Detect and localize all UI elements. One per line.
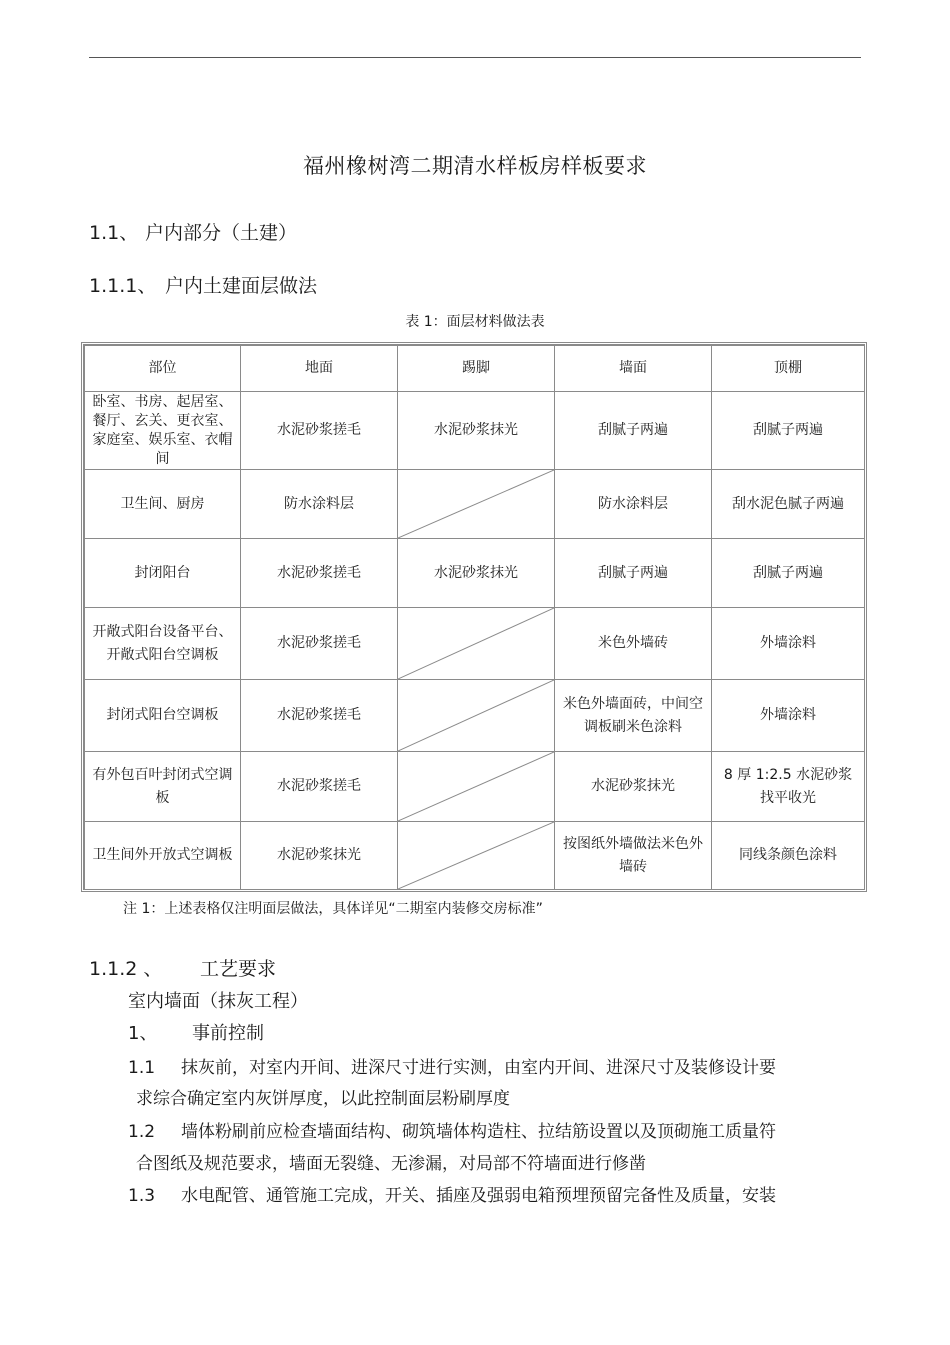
- table-caption: 表 1：面层材料做法表: [405, 314, 545, 330]
- section-text: 户内部分（土建）: [145, 222, 298, 244]
- subheading: 室内墙面（抹灰工程）: [128, 991, 308, 1012]
- empty-diagonal-cell: [398, 822, 555, 890]
- header-cell: 墙面: [555, 346, 712, 392]
- table-cell: 刮腻子两遍: [712, 392, 865, 470]
- table-cell: 水泥砂浆抹光: [398, 539, 555, 608]
- table-row: [85, 392, 865, 470]
- header-cell: 部位: [85, 346, 241, 392]
- table-cell: 刮腻子两遍: [712, 539, 865, 608]
- table-cell: 防水涂料层: [555, 470, 712, 539]
- table-header-row: [85, 346, 865, 392]
- table-cell: 卫生间外开放式空调板: [85, 822, 241, 890]
- empty-diagonal-cell: [398, 608, 555, 680]
- table-row: [85, 539, 865, 608]
- table-cell: 按图纸外墙做法米色外墙砖: [555, 822, 712, 890]
- header-cell: 顶棚: [712, 346, 865, 392]
- section-heading-1-1: [89, 218, 297, 245]
- empty-diagonal-cell: [398, 752, 555, 822]
- item-heading: [128, 1019, 264, 1045]
- empty-diagonal-cell: [398, 680, 555, 752]
- table-row: [85, 680, 865, 752]
- header-cell: 踢脚: [398, 346, 555, 392]
- table-cell: 水泥砂浆抹光: [555, 752, 712, 822]
- section-text: 工艺要求: [200, 958, 277, 980]
- table-cell: 水泥砂浆抹光: [398, 392, 555, 470]
- table-cell: 有外包百叶封闭式空调板: [85, 752, 241, 822]
- clause-line-continued: 求综合确定室内灰饼厚度，以此控制面层粉刷厚度: [136, 1089, 510, 1109]
- table-cell: 封闭式阳台空调板: [85, 680, 241, 752]
- table-row: [85, 752, 865, 822]
- clause-1-2: [128, 1117, 776, 1142]
- table-cell: 防水涂料层: [241, 470, 398, 539]
- table-cell: 开敞式阳台设备平台、开敞式阳台空调板: [85, 608, 241, 680]
- clause-line: 水电配管、通管施工完成，开关、插座及强弱电箱预埋预留完备性及质量，安装: [181, 1186, 776, 1206]
- table-cell: 封闭阳台: [85, 539, 241, 608]
- section-text: 户内土建面层做法: [165, 275, 318, 297]
- clause-number: 1.3: [128, 1186, 156, 1206]
- empty-diagonal-cell: [398, 470, 555, 539]
- item-number: 1、: [128, 1023, 158, 1044]
- table-note: 注 1：上述表格仅注明面层做法，具体详见“二期室内装修交房标准”: [123, 901, 543, 917]
- table-cell: 外墙涂料: [712, 608, 865, 680]
- clause-number: 1.2: [128, 1122, 156, 1142]
- table-cell: 刮水泥色腻子两遍: [712, 470, 865, 539]
- clause-line: 墙体粉刷前应检查墙面结构、砌筑墙体构造柱、拉结筋设置以及顶砌施工质量符: [181, 1122, 776, 1142]
- table-cell: 水泥砂浆搓毛: [241, 392, 398, 470]
- section-number: 1.1.1、: [89, 275, 157, 297]
- materials-table: [81, 342, 867, 892]
- clause-1-3: [128, 1181, 776, 1206]
- clause-line-continued: 合图纸及规范要求，墙面无裂缝、无渗漏，对局部不符墙面进行修凿: [136, 1154, 646, 1174]
- table-cell: 水泥砂浆搓毛: [241, 608, 398, 680]
- document-title: 福州橡树湾二期清水样板房样板要求: [303, 154, 647, 178]
- clause-number: 1.1: [128, 1058, 156, 1078]
- section-heading-1-1-2: [89, 954, 276, 981]
- section-number: 1.1、: [89, 222, 139, 244]
- table-cell: 外墙涂料: [712, 680, 865, 752]
- table-cell: 水泥砂浆搓毛: [241, 539, 398, 608]
- item-text: 事前控制: [192, 1023, 264, 1044]
- table-row: [85, 470, 865, 539]
- table-cell: 米色外墙面砖，中间空调板刷米色涂料: [555, 680, 712, 752]
- header-cell: 地面: [241, 346, 398, 392]
- header-rule: [89, 57, 861, 58]
- table-row: [85, 822, 865, 890]
- section-number: 1.1.2 、: [89, 958, 163, 980]
- table-cell: 同线条颜色涂料: [712, 822, 865, 890]
- table-row: [85, 608, 865, 680]
- table-cell: 8 厚 1:2.5 水泥砂浆找平收光: [712, 752, 865, 822]
- table-cell: 卫生间、厨房: [85, 470, 241, 539]
- table-cell: 卧室、书房、起居室、餐厅、玄关、更衣室、家庭室、娱乐室、衣帽间: [85, 392, 241, 470]
- table-cell: 米色外墙砖: [555, 608, 712, 680]
- table-cell: 刮腻子两遍: [555, 539, 712, 608]
- clause-line: 抹灰前，对室内开间、进深尺寸进行实测，由室内开间、进深尺寸及装修设计要: [181, 1058, 776, 1078]
- table-cell: 刮腻子两遍: [555, 392, 712, 470]
- clause-1-1: [128, 1053, 776, 1078]
- section-heading-1-1-1: [89, 271, 317, 298]
- table-cell: 水泥砂浆抹光: [241, 822, 398, 890]
- table-cell: 水泥砂浆搓毛: [241, 752, 398, 822]
- table-cell: 水泥砂浆搓毛: [241, 680, 398, 752]
